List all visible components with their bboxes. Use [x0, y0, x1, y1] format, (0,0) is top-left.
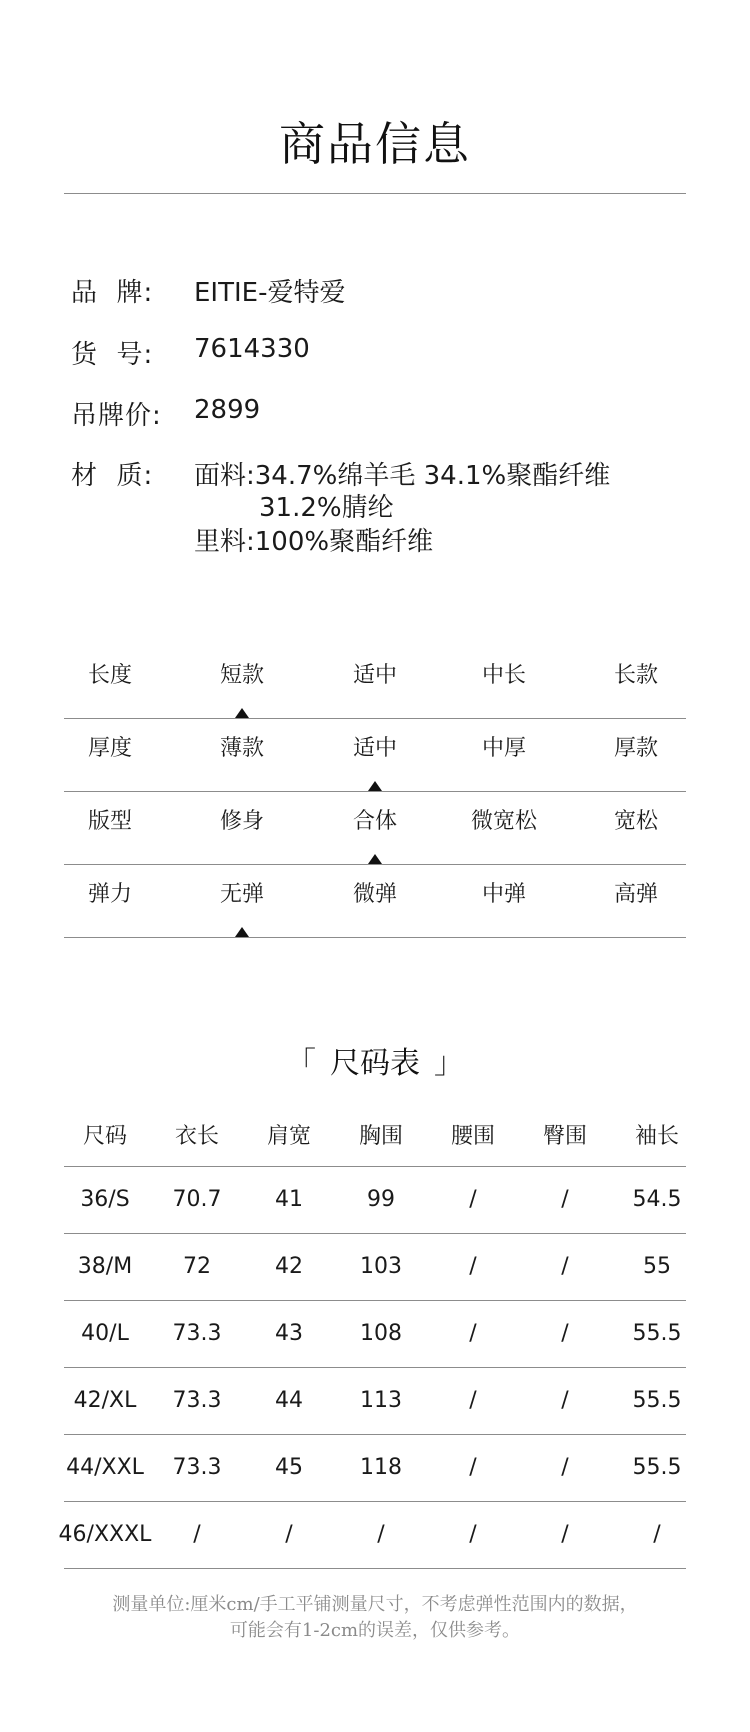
row-divider [64, 1568, 686, 1569]
table-cell: / [469, 1254, 477, 1279]
table-header-cell: 胸围 [358, 1124, 403, 1149]
table-header-cell: 衣长 [174, 1124, 219, 1149]
table-cell: 41 [275, 1187, 303, 1212]
table-row [64, 1301, 686, 1368]
table-cell: 70.7 [172, 1187, 222, 1212]
table-cell: 55.5 [632, 1455, 682, 1480]
info-price-value: 2899 [194, 395, 261, 425]
measurement-note [0, 1592, 750, 1644]
info-brand-value: EITIE-爱特爱 [194, 278, 346, 308]
table-cell: 40/L [81, 1321, 129, 1346]
info-material-line1: 面料:34.7%绵羊毛 34.1%聚酯纤维 [194, 461, 611, 491]
attribute-option: 薄款 [219, 736, 264, 761]
table-cell: 55.5 [632, 1388, 682, 1413]
info-material-line2: 31.2%腈纶 [259, 493, 394, 523]
table-cell: 44/XXL [66, 1455, 144, 1480]
attribute-option: 宽松 [613, 809, 658, 834]
selected-marker-icon [235, 708, 249, 718]
note-line-2: 可能会有1-2cm的误差，仅供参考。 [229, 1620, 521, 1641]
table-cell: 73.3 [172, 1321, 222, 1346]
attribute-row [64, 719, 686, 792]
table-cell: 42 [275, 1254, 303, 1279]
info-sku-value: 7614330 [194, 334, 310, 364]
table-row [64, 1368, 686, 1435]
table-cell: 73.3 [172, 1388, 222, 1413]
attribute-name: 长度 [87, 663, 132, 688]
table-cell: 44 [275, 1388, 303, 1413]
table-cell: 108 [360, 1321, 402, 1346]
table-cell: / [469, 1522, 477, 1547]
attribute-row [64, 792, 686, 865]
table-cell: / [193, 1522, 201, 1547]
table-row [64, 1167, 686, 1234]
attribute-option: 中弹 [481, 882, 526, 907]
title-bracket-close: 」 [434, 1046, 464, 1081]
attribute-option: 微弹 [352, 882, 397, 907]
table-cell: 46/XXXL [58, 1522, 152, 1547]
table-cell: / [469, 1187, 477, 1212]
attribute-name: 版型 [87, 809, 132, 834]
attribute-option: 短款 [219, 663, 264, 688]
attribute-option: 合体 [352, 809, 397, 834]
table-cell: / [469, 1455, 477, 1480]
table-cell: 73.3 [172, 1455, 222, 1480]
table-cell: / [561, 1455, 569, 1480]
table-cell: / [653, 1522, 661, 1547]
table-header-cell: 腰围 [450, 1124, 495, 1149]
table-header-row [64, 1105, 686, 1167]
table-cell: 72 [183, 1254, 211, 1279]
table-cell: 103 [360, 1254, 402, 1279]
attribute-option: 适中 [352, 663, 397, 688]
table-row [64, 1435, 686, 1502]
attribute-name: 弹力 [87, 882, 132, 907]
table-cell: 55.5 [632, 1321, 682, 1346]
page-title: 商品信息 [279, 117, 471, 171]
table-cell: 45 [275, 1455, 303, 1480]
attribute-option: 适中 [352, 736, 397, 761]
table-cell: / [285, 1522, 293, 1547]
table-cell: / [469, 1388, 477, 1413]
attribute-row [64, 646, 686, 719]
selected-marker-icon [368, 854, 382, 864]
table-cell: / [561, 1254, 569, 1279]
info-sku-label: 货 号: [71, 340, 154, 370]
attribute-option: 中长 [481, 663, 526, 688]
info-brand-label: 品 牌: [71, 278, 154, 308]
attribute-option: 微宽松 [470, 809, 537, 834]
table-header-cell: 尺码 [82, 1124, 127, 1149]
table-cell: / [377, 1522, 385, 1547]
table-cell: 54.5 [632, 1187, 682, 1212]
table-cell: / [469, 1321, 477, 1346]
attribute-name: 厚度 [87, 736, 132, 761]
attribute-option: 长款 [613, 663, 658, 688]
table-row [58, 1502, 686, 1569]
table-cell: / [561, 1321, 569, 1346]
table-cell: 38/M [77, 1254, 133, 1279]
info-price-label: 吊牌价: [71, 401, 162, 431]
attribute-option: 中厚 [481, 736, 526, 761]
attribute-row [64, 865, 686, 938]
table-cell: 42/XL [73, 1388, 137, 1413]
info-material-line3: 里料:100%聚酯纤维 [194, 527, 434, 557]
table-cell: 113 [360, 1388, 402, 1413]
row-divider [64, 937, 686, 938]
table-cell: / [561, 1187, 569, 1212]
attribute-option: 无弹 [219, 882, 264, 907]
selected-marker-icon [368, 781, 382, 791]
title-divider [64, 193, 686, 194]
selected-marker-icon [235, 927, 249, 937]
table-cell: / [561, 1522, 569, 1547]
table-cell: 118 [360, 1455, 402, 1480]
size-table-title [0, 1038, 750, 1082]
attribute-option: 高弹 [613, 882, 658, 907]
info-material-label: 材 质: [71, 461, 154, 491]
table-row [64, 1234, 686, 1301]
attribute-option: 厚款 [613, 736, 658, 761]
table-cell: / [561, 1388, 569, 1413]
table-cell: 43 [275, 1321, 303, 1346]
attribute-option: 修身 [219, 809, 264, 834]
note-line-1: 测量单位:厘米cm/手工平铺测量尺寸，不考虑弹性范围内的数据， [112, 1594, 638, 1615]
table-cell: 99 [367, 1187, 395, 1212]
size-table-title-text: 尺码表 [330, 1046, 420, 1081]
table-header-cell: 肩宽 [266, 1124, 311, 1149]
table-cell: 36/S [80, 1187, 130, 1212]
table-cell: 55 [643, 1254, 671, 1279]
table-header-cell: 臀围 [542, 1124, 587, 1149]
table-header-cell: 袖长 [634, 1124, 679, 1149]
title-bracket-open: 「 [286, 1046, 316, 1081]
